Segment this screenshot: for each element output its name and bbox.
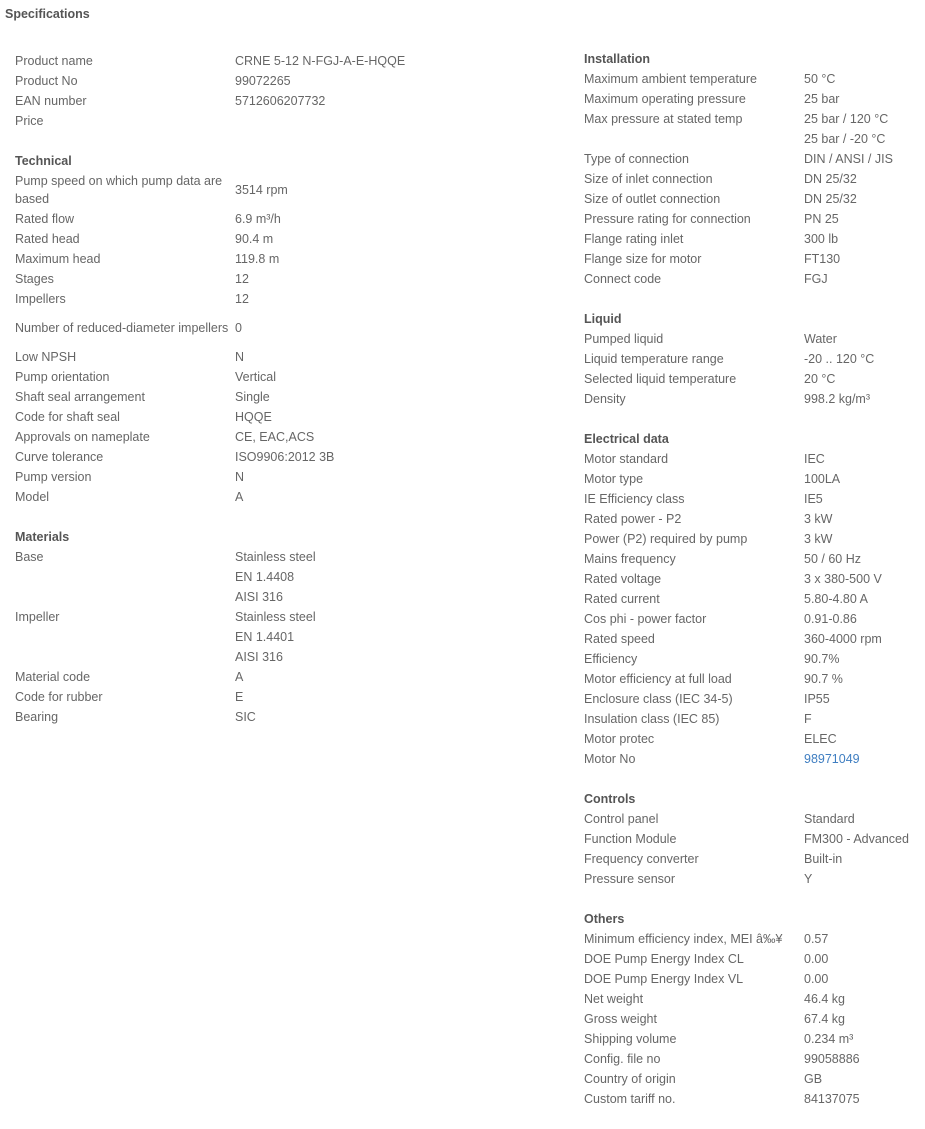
spec-label: Type of connection: [584, 152, 689, 166]
spec-label: Country of origin: [584, 1072, 676, 1086]
spec-label: Config. file no: [584, 1052, 661, 1066]
spec-label: Material code: [15, 670, 91, 684]
spec-row: [15, 347, 405, 367]
spec-label: Rated power - P2: [584, 512, 682, 526]
spec-row: [584, 669, 909, 689]
spec-value: Vertical: [235, 370, 276, 384]
spec-row: [584, 89, 909, 109]
spec-row: [15, 229, 405, 249]
spec-value: 0.234 m³: [804, 1032, 854, 1046]
spec-row: [15, 367, 405, 387]
spec-label: EAN number: [15, 94, 87, 108]
spec-label: Motor protec: [584, 732, 655, 746]
spec-label: Code for rubber: [15, 690, 103, 704]
spec-label: Flange size for motor: [584, 252, 702, 266]
spec-value: Y: [804, 872, 813, 886]
spec-row: [584, 169, 909, 189]
spec-label: Custom tariff no.: [584, 1092, 676, 1106]
spec-row: [584, 489, 909, 509]
spec-row: [584, 129, 909, 149]
spec-row: [584, 1069, 909, 1089]
spec-row: [584, 749, 909, 769]
spec-label: Enclosure class (IEC 34-5): [584, 692, 733, 706]
spec-value: FM300 - Advanced: [804, 832, 909, 846]
spec-row: [584, 549, 909, 569]
spec-value: 5712606207732: [235, 94, 326, 108]
spec-value: Stainless steel: [235, 610, 316, 624]
spec-label: Approvals on nameplate: [15, 430, 150, 444]
spec-row: [15, 467, 405, 487]
spec-value: 360-4000 rpm: [804, 632, 882, 646]
spec-label: Bearing: [15, 710, 59, 724]
spec-value: 3514 rpm: [235, 183, 288, 197]
page-title: Specifications: [5, 7, 90, 21]
spec-section-others: [584, 909, 909, 1109]
spec-section-technical: [15, 151, 405, 507]
spec-label: Pumped liquid: [584, 332, 664, 346]
spec-value: IE5: [804, 492, 823, 506]
spec-row: [584, 469, 909, 489]
spec-value: EN 1.4408: [235, 570, 295, 584]
spec-value: PN 25: [804, 212, 839, 226]
spec-value: DN 25/32: [804, 172, 857, 186]
spec-label: Connect code: [584, 272, 662, 286]
spec-row: [584, 109, 909, 129]
spec-value: 300 lb: [804, 232, 839, 246]
spec-value: Stainless steel: [235, 550, 316, 564]
spec-row: [584, 369, 909, 389]
spec-label: Efficiency: [584, 652, 638, 666]
spec-value: 119.8 m: [235, 252, 280, 266]
spec-row: [15, 627, 405, 647]
spec-row: [584, 389, 909, 409]
spec-label: Mains frequency: [584, 552, 676, 566]
section-title: Materials: [15, 530, 70, 544]
spec-label: Code for shaft seal: [15, 410, 120, 424]
spec-label: Stages: [15, 272, 54, 286]
spec-value: 90.7%: [804, 652, 840, 666]
section-title: Technical: [15, 154, 72, 168]
spec-label: Motor No: [584, 752, 636, 766]
spec-label: Shipping volume: [584, 1032, 677, 1046]
spec-value: HQQE: [235, 410, 272, 424]
spec-label: Rated flow: [15, 212, 75, 226]
spec-value: ISO9906:2012 3B: [235, 450, 335, 464]
spec-value: Built-in: [804, 852, 843, 866]
spec-row: [15, 607, 405, 627]
spec-label: Motor standard: [584, 452, 669, 466]
spec-value: 3 kW: [804, 532, 833, 546]
spec-value: 998.2 kg/m³: [804, 392, 871, 406]
spec-value: 100LA: [804, 472, 841, 486]
spec-row: [584, 689, 909, 709]
spec-label: Function Module: [584, 832, 677, 846]
spec-value: FT130: [804, 252, 841, 266]
spec-row: [584, 229, 909, 249]
spec-row: [584, 189, 909, 209]
spec-row: [584, 69, 909, 89]
spec-label: Motor efficiency at full load: [584, 672, 732, 686]
spec-value: 0.00: [804, 952, 829, 966]
spec-value: A: [235, 490, 244, 504]
spec-value: AISI 316: [235, 590, 283, 604]
spec-value: N: [235, 350, 245, 364]
spec-value: Standard: [804, 812, 855, 826]
spec-label: Curve tolerance: [15, 450, 104, 464]
spec-section-liquid: [584, 309, 909, 409]
spec-row: [584, 809, 909, 829]
section-title: Controls: [584, 792, 636, 806]
spec-value: 12: [235, 272, 249, 286]
spec-value: 25 bar: [804, 92, 840, 106]
spec-row: [584, 649, 909, 669]
spec-section-general: [15, 51, 405, 131]
spec-value: 50 °C: [804, 72, 836, 86]
spec-row: [584, 929, 909, 949]
spec-label: Impeller: [15, 610, 60, 624]
spec-label: Size of inlet connection: [584, 172, 713, 186]
spec-label: Impellers: [15, 292, 66, 306]
spec-label: Flange rating inlet: [584, 232, 684, 246]
spec-value: IP55: [804, 692, 830, 706]
spec-value: AISI 316: [235, 650, 283, 664]
spec-row: [15, 71, 405, 91]
spec-value: 67.4 kg: [804, 1012, 846, 1026]
spec-section-installation: [584, 49, 909, 289]
spec-label: Insulation class (IEC 85): [584, 712, 720, 726]
spec-row: [584, 709, 909, 729]
spec-row: [584, 249, 909, 269]
spec-row: [15, 587, 405, 607]
spec-row: [584, 589, 909, 609]
spec-row: [584, 1049, 909, 1069]
spec-label: Model: [15, 490, 50, 504]
spec-value: 90.4 m: [235, 232, 274, 246]
spec-label: Max pressure at stated temp: [584, 112, 743, 126]
motor-number-link[interactable]: 98971049: [804, 752, 860, 766]
spec-row: [15, 51, 405, 71]
spec-row: [584, 1009, 909, 1029]
spec-label: Maximum operating pressure: [584, 92, 746, 106]
spec-row: [584, 329, 909, 349]
spec-label: Liquid temperature range: [584, 352, 724, 366]
spec-row: [584, 529, 909, 549]
right-column: [584, 49, 909, 1129]
spec-label: Base: [15, 550, 44, 564]
spec-label: Net weight: [584, 992, 644, 1006]
spec-row: [584, 869, 909, 889]
spec-section-controls: [584, 789, 909, 889]
spec-row: [15, 269, 405, 289]
spec-label: Number of reduced-diameter impellers: [15, 321, 229, 335]
spec-label: Size of outlet connection: [584, 192, 721, 206]
section-title: Installation: [584, 52, 650, 66]
spec-value: 3 kW: [804, 512, 833, 526]
spec-row: [15, 667, 405, 687]
spec-value: DIN / ANSI / JIS: [804, 152, 893, 166]
spec-value: CE, EAC,ACS: [235, 430, 315, 444]
spec-label: Power (P2) required by pump: [584, 532, 748, 546]
spec-row: [584, 829, 909, 849]
spec-label: Rated head: [15, 232, 80, 246]
spec-value: CRNE 5-12 N-FGJ-A-E-HQQE: [235, 54, 406, 68]
spec-label: Maximum ambient temperature: [584, 72, 757, 86]
spec-row: [584, 969, 909, 989]
spec-row: [15, 309, 405, 347]
spec-row: [15, 91, 405, 111]
spec-row: [15, 427, 405, 447]
spec-label: Pump speed on which pump data are based: [15, 174, 223, 206]
spec-row: [584, 269, 909, 289]
spec-value: 0.00: [804, 972, 829, 986]
spec-value: DN 25/32: [804, 192, 857, 206]
section-title: Electrical data: [584, 432, 669, 446]
spec-value: 0: [235, 321, 242, 335]
spec-label: Minimum efficiency index, MEI â‰¥: [584, 932, 783, 946]
spec-value: F: [804, 712, 812, 726]
spec-value: 0.57: [804, 932, 829, 946]
spec-value: Water: [804, 332, 837, 346]
spec-label: Pump orientation: [15, 370, 110, 384]
spec-label: Motor type: [584, 472, 644, 486]
spec-section-electrical-data: [584, 429, 909, 769]
spec-value: 25 bar / -20 °C: [804, 132, 886, 146]
spec-value: 99058886: [804, 1052, 860, 1066]
spec-label: IE Efficiency class: [584, 492, 685, 506]
spec-label: Product name: [15, 54, 93, 68]
spec-value: N: [235, 470, 245, 484]
spec-row: [584, 989, 909, 1009]
spec-value: 46.4 kg: [804, 992, 846, 1006]
spec-row: [584, 849, 909, 869]
spec-value: 6.9 m³/h: [235, 212, 281, 226]
spec-row: [584, 509, 909, 529]
spec-row: [15, 111, 405, 131]
spec-value: -20 .. 120 °C: [804, 352, 875, 366]
spec-label: Selected liquid temperature: [584, 372, 737, 386]
spec-label: Maximum head: [15, 252, 101, 266]
spec-label: Pressure sensor: [584, 872, 676, 886]
spec-label: Price: [15, 114, 44, 128]
spec-section-materials: [15, 527, 405, 727]
spec-value: ELEC: [804, 732, 837, 746]
spec-row: [15, 547, 405, 567]
spec-row: [15, 687, 405, 707]
spec-value: 0.91-0.86: [804, 612, 857, 626]
spec-row: [584, 449, 909, 469]
spec-value: A: [235, 670, 244, 684]
spec-row: [15, 249, 405, 269]
spec-row: [15, 487, 405, 507]
spec-label: Control panel: [584, 812, 659, 826]
spec-row: [15, 707, 405, 727]
spec-row: [15, 171, 405, 209]
spec-value: GB: [804, 1072, 823, 1086]
spec-label: DOE Pump Energy Index VL: [584, 972, 744, 986]
spec-row: [584, 1029, 909, 1049]
spec-row: [15, 447, 405, 467]
spec-row: [584, 149, 909, 169]
spec-label: Frequency converter: [584, 852, 699, 866]
spec-row: [584, 209, 909, 229]
spec-row: [15, 387, 405, 407]
spec-value: E: [235, 690, 244, 704]
spec-label: Product No: [15, 74, 78, 88]
spec-value: 20 °C: [804, 372, 836, 386]
spec-value: EN 1.4401: [235, 630, 295, 644]
spec-value: FGJ: [804, 272, 828, 286]
spec-row: [584, 609, 909, 629]
spec-value: 12: [235, 292, 249, 306]
spec-row: [15, 647, 405, 667]
spec-label: Shaft seal arrangement: [15, 390, 145, 404]
spec-value: 25 bar / 120 °C: [804, 112, 889, 126]
spec-row: [584, 349, 909, 369]
spec-row: [15, 567, 405, 587]
spec-label: Low NPSH: [15, 350, 77, 364]
spec-value: 90.7 %: [804, 672, 843, 686]
spec-row: [584, 729, 909, 749]
spec-value: 50 / 60 Hz: [804, 552, 861, 566]
spec-value: 84137075: [804, 1092, 860, 1106]
section-title: Others: [584, 912, 625, 926]
spec-row: [15, 407, 405, 427]
spec-value: Single: [235, 390, 270, 404]
section-title: Liquid: [584, 312, 622, 326]
spec-row: [584, 629, 909, 649]
spec-value: SIC: [235, 710, 256, 724]
spec-row: [584, 1089, 909, 1109]
spec-label: Rated current: [584, 592, 660, 606]
spec-label: Gross weight: [584, 1012, 657, 1026]
spec-row: [584, 569, 909, 589]
spec-label: Density: [584, 392, 626, 406]
spec-value: 99072265: [235, 74, 291, 88]
spec-label: Rated speed: [584, 632, 655, 646]
spec-row: [15, 289, 405, 309]
spec-value: 3 x 380-500 V: [804, 572, 882, 586]
spec-label: Rated voltage: [584, 572, 662, 586]
spec-label: Pump version: [15, 470, 92, 484]
spec-value: IEC: [804, 452, 825, 466]
spec-label: Cos phi - power factor: [584, 612, 707, 626]
left-column: [15, 51, 405, 747]
spec-value: 5.80-4.80 A: [804, 592, 868, 606]
spec-label: Pressure rating for connection: [584, 212, 751, 226]
spec-row: [15, 209, 405, 229]
spec-label: DOE Pump Energy Index CL: [584, 952, 744, 966]
spec-row: [584, 949, 909, 969]
